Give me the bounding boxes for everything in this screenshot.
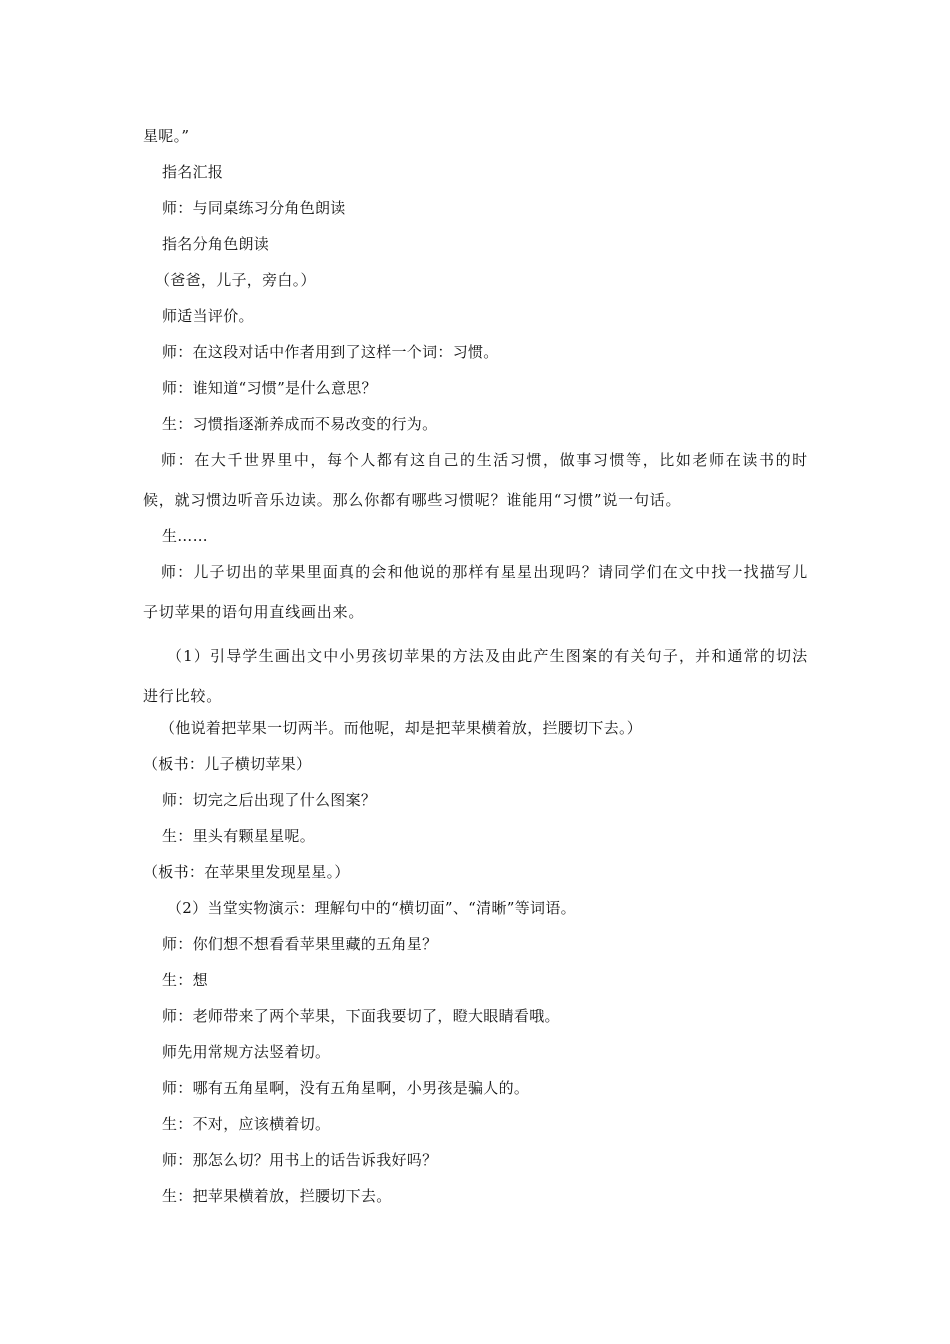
paragraph: 生：里头有颗星星呢。 [162,827,316,845]
paragraph: （爸爸，儿子，旁白。） [155,271,316,289]
paragraph-multiline: 师：在大千世界里中，每个人都有这自己的生活习惯，做事习惯等，比如老师在读书的时候，就习惯边听音乐边读。那么你都有哪些习惯呢？谁能用“习惯”说一句话。 [143,451,808,509]
paragraph: 师：切完之后出现了什么图案？ [162,791,377,809]
paragraph: 师：与同桌练习分角色朗读 [162,199,346,217]
paragraph: 指名分角色朗读 [162,235,270,253]
paragraph-multiline: 师：儿子切出的苹果里面真的会和他说的那样有星星出现吗？请同学们在文中找一找描写儿子切苹果的语句用直线画出来。 [143,563,808,621]
paragraph: 指名汇报 [162,163,224,181]
paragraph-multiline: （1）引导学生画出文中小男孩切苹果的方法及由此产生图案的有关句子，并和通常的切法进行比较。 [143,647,808,705]
paragraph: 师先用常规方法竖着切。 [162,1043,331,1061]
paragraph: 师：你们想不想看看苹果里藏的五角星？ [162,935,438,953]
paragraph: （2）当堂实物演示：理解句中的“横切面”、“清晰”等词语。 [167,899,576,917]
paragraph: 生…… [162,527,208,545]
paragraph: 师适当评价。 [162,307,254,325]
board-note: （板书：在苹果里发现星星。） [143,863,350,881]
paragraph: 师：在这段对话中作者用到了这样一个词：习惯。 [162,343,499,361]
paragraph-continuation: 星呢。” [143,127,190,145]
paragraph: 生：想 [162,971,208,989]
board-note: （板书：儿子横切苹果） [143,755,312,773]
paragraph: 生：不对，应该横着切。 [162,1115,331,1133]
paragraph: 生：习惯指逐渐养成而不易改变的行为。 [162,415,438,433]
paragraph: 师：那怎么切？用书上的话告诉我好吗？ [162,1151,438,1169]
paragraph: （他说着把苹果一切两半。而他呢，却是把苹果横着放，拦腰切下去。） [160,719,643,737]
paragraph: 生：把苹果横着放，拦腰切下去。 [162,1187,392,1205]
paragraph: 师：谁知道“习惯”是什么意思？ [162,379,377,397]
paragraph: 师：哪有五角星啊，没有五角星啊，小男孩是骗人的。 [162,1079,530,1097]
paragraph: 师：老师带来了两个苹果，下面我要切了，瞪大眼睛看哦。 [162,1007,560,1025]
